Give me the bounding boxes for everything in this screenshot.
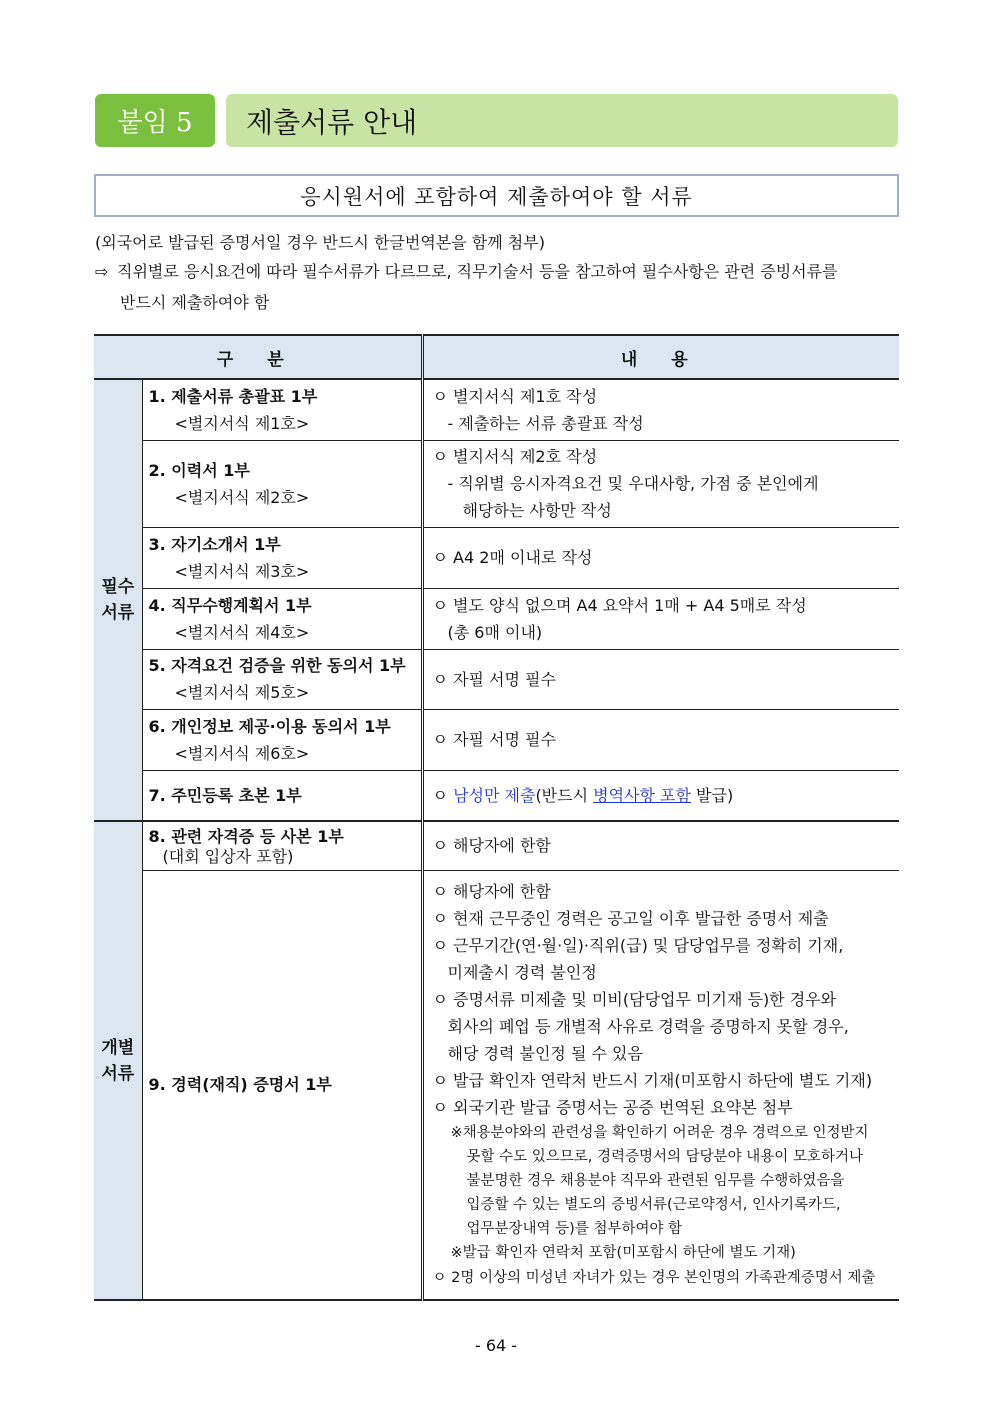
table-row	[94, 821, 899, 870]
annex-tag: 붙임 5	[95, 94, 215, 147]
doc-privacy-consent: 6. 개인정보 제공·이용 동의서 1부 <별지서식 제6호>	[142, 709, 422, 770]
note-foreign-docs: (외국어로 발급된 증명서일 경우 반드시 한글번역본을 함께 첨부)	[95, 233, 545, 252]
doc-resident-abstract: 7. 주민등록 초본 1부	[142, 770, 422, 821]
table-row	[94, 709, 899, 770]
content-consent-verification: ㅇ 자필 서명 필수	[422, 649, 899, 709]
table-row	[94, 770, 899, 821]
page-number: - 64 -	[474, 1336, 518, 1355]
content-resident-abstract: ㅇ 남성만 제출(반드시 병역사항 포함 발급)	[422, 770, 899, 821]
category-required: 필수 서류	[94, 379, 142, 821]
table-row	[94, 649, 899, 709]
doc-self-intro: 3. 자기소개서 1부 <별지서식 제3호>	[142, 527, 422, 588]
content-career-certificate: ㅇ 해당자에 한함 ㅇ 현재 근무중인 경력은 공고일 이후 발급한 증명서 제출 ㅇ 근무기간(연·월·일)·직위(급) 및 담당업무를 정확히 기재, 미제출시 경력 불인정 ㅇ 증명서류 미제출 및 미비(담당업무 미기재 등)한 경우와 회사의 폐업 등 개별적 사유로 경력을 증명하지 못할 경우, 해당 경력 불인정 될 수 있음 ㅇ 발급 확인자 연락처 반드시 기재(미포함시 하단에 별도 기재) ㅇ 외국기관 발급 증명서는 공증 번역된 요약본 첨부 ※채용분야와의 관련성을 확인하기 어려운 경우 경력으로 인정받지 못할 수도 있으므로, 경력증명서의 담당분야 내용이 모호하거나 불분명한 경우 채용분야 직무와 관련된 임무를 수행하였음을 입증할 수 있는 별도의 증빙서류(근로약정서, 인사기록카드, 업무분장내역 등)를 첨부하여야 함 ※발급 확인자 연락처 포함(미포함시 하단에 별도 기재) ㅇ 2명 이상의 미성년 자녀가 있는 경우 본인명의 가족관계증명서 제출	[422, 870, 899, 1300]
header-category: 구 분	[94, 335, 422, 379]
doc-certificates: 8. 관련 자격증 등 사본 1부 (대회 입상자 포함)	[142, 821, 422, 870]
content-privacy-consent: ㅇ 자필 서명 필수	[422, 709, 899, 770]
header-content: 내 용	[422, 335, 899, 379]
note-line3: 반드시 제출하여야 함	[120, 293, 270, 312]
table-row	[94, 527, 899, 588]
content-resume: ㅇ 별지서식 제2호 작성 - 직위별 응시자격요건 및 우대사항, 가점 중 본인에게 해당하는 사항만 작성	[422, 440, 899, 527]
doc-consent-verification: 5. 자격요건 검증을 위한 동의서 1부 <별지서식 제5호>	[142, 649, 422, 709]
section-title: 응시원서에 포함하여 제출하여야 할 서류	[94, 174, 899, 217]
documents-table	[94, 334, 899, 1301]
content-certificates: ㅇ 해당자에 한함	[422, 821, 899, 870]
category-individual: 개별 서류	[94, 821, 142, 1300]
content-job-plan: ㅇ 별도 양식 없으며 A4 요약서 1매 + A4 5매로 작성 (총 6매 이내)	[422, 588, 899, 649]
doc-career-certificate: 9. 경력(재직) 증명서 1부	[142, 870, 422, 1300]
table-row	[94, 588, 899, 649]
content-summary-sheet: ㅇ 별지서식 제1호 작성 - 제출하는 서류 총괄표 작성	[422, 379, 899, 440]
table-row	[94, 440, 899, 527]
note-line2: 직위별로 응시요건에 따라 필수서류가 다르므로, 직무기술서 등을 참고하여 필수사항은 관련 증빙서류를	[117, 262, 838, 281]
doc-job-plan: 4. 직무수행계획서 1부 <별지서식 제4호>	[142, 588, 422, 649]
table-row	[94, 870, 899, 1300]
table-row	[94, 379, 899, 440]
content-self-intro: ㅇ A4 2매 이내로 작성	[422, 527, 899, 588]
annex-header	[95, 94, 898, 147]
doc-summary-sheet: 1. 제출서류 총괄표 1부 <별지서식 제1호>	[142, 379, 422, 440]
arrow-icon: ⇨	[95, 262, 109, 281]
table-header	[94, 335, 899, 379]
annex-title: 제출서류 안내	[226, 94, 898, 147]
doc-resume: 2. 이력서 1부 <별지서식 제2호>	[142, 440, 422, 527]
note-required-docs	[95, 262, 838, 282]
